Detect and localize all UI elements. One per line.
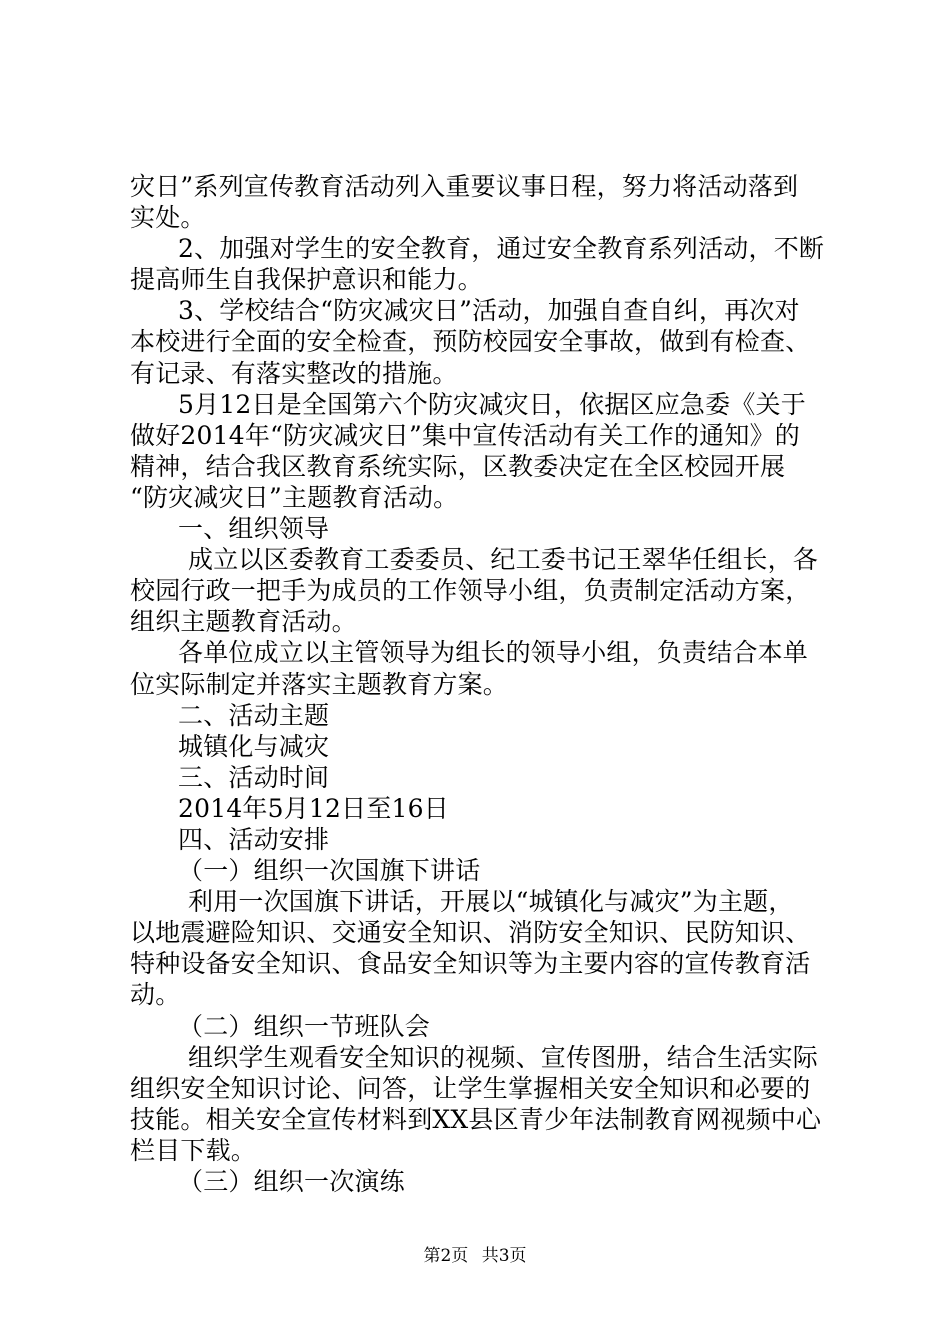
- document-body: [130, 171, 830, 1197]
- text-line: 特种设备安全知识、食品安全知识等为主要内容的宣传教育活: [130, 949, 811, 979]
- section-heading: 四、活动安排: [178, 824, 330, 854]
- text-line: 位实际制定并落实主题教育方案。: [130, 669, 509, 699]
- text-line: 2014年5月12日至16日: [178, 793, 449, 823]
- text-line: 灾日”系列宣传教育活动列入重要议事日程，努力将活动落到: [130, 172, 799, 201]
- subsection-heading: （二）组织一节班队会: [178, 1011, 431, 1041]
- page-total: 共3页: [481, 1246, 527, 1266]
- page-number: 第2页: [423, 1246, 469, 1266]
- page-footer: [0, 1244, 950, 1268]
- subsection-heading: （一）组织一次国旗下讲话: [178, 856, 481, 886]
- text-line: 3、学校结合“防灾减灾日”活动，加强自查自纠，再次对: [178, 296, 800, 326]
- section-heading: 三、活动时间: [178, 762, 330, 792]
- text-line: 组织主题教育活动。: [130, 607, 357, 637]
- text-line: 各单位成立以主管领导为组长的领导小组，负责结合本单: [178, 638, 809, 668]
- text-line: “防灾减灾日”主题教育活动。: [130, 482, 459, 512]
- text-line: 成立以区委教育工委委员、纪工委书记王翠华任组长，各: [188, 545, 819, 575]
- text-line: 做好2014年“防灾减灾日”集中宣传活动有关工作的通知》的: [130, 420, 800, 450]
- text-line: 栏目下载。: [130, 1135, 257, 1165]
- text-line: 提高师生自我保护意识和能力。: [130, 265, 483, 295]
- section-heading: 二、活动主题: [178, 700, 330, 730]
- text-line: 5月12日是全国第六个防灾减灾日，依据区应急委《关于: [178, 389, 806, 419]
- text-line: 精神，结合我区教育系统实际，区教委决定在全区校园开展: [130, 451, 786, 481]
- text-line: 本校进行全面的安全检查，预防校园安全事故，做到有检查、: [130, 327, 811, 357]
- text-line: 组织安全知识讨论、问答，让学生掌握相关安全知识和必要的: [130, 1073, 811, 1103]
- text-line: 组织学生观看安全知识的视频、宣传图册，结合生活实际: [188, 1042, 819, 1072]
- text-line: 城镇化与减灾: [178, 731, 330, 761]
- subsection-heading: （三）组织一次演练: [178, 1167, 405, 1196]
- text-line: 利用一次国旗下讲话，开展以“城镇化与减灾”为主题，: [188, 887, 794, 917]
- text-line: 实处。: [130, 203, 206, 233]
- text-line: 2、加强对学生的安全教育，通过安全教育系列活动，不断: [178, 234, 825, 264]
- text-line: 以地震避险知识、交通安全知识、消防安全知识、民防知识、: [130, 918, 811, 948]
- text-line: 动。: [130, 980, 181, 1010]
- text-line: 校园行政一把手为成员的工作领导小组，负责制定活动方案，: [130, 576, 811, 606]
- text-line: 技能。相关安全宣传材料到XX县区青少年法制教育网视频中心: [130, 1104, 822, 1134]
- section-heading: 一、组织领导: [178, 514, 330, 544]
- text-line: 有记录、有落实整改的措施。: [130, 358, 458, 388]
